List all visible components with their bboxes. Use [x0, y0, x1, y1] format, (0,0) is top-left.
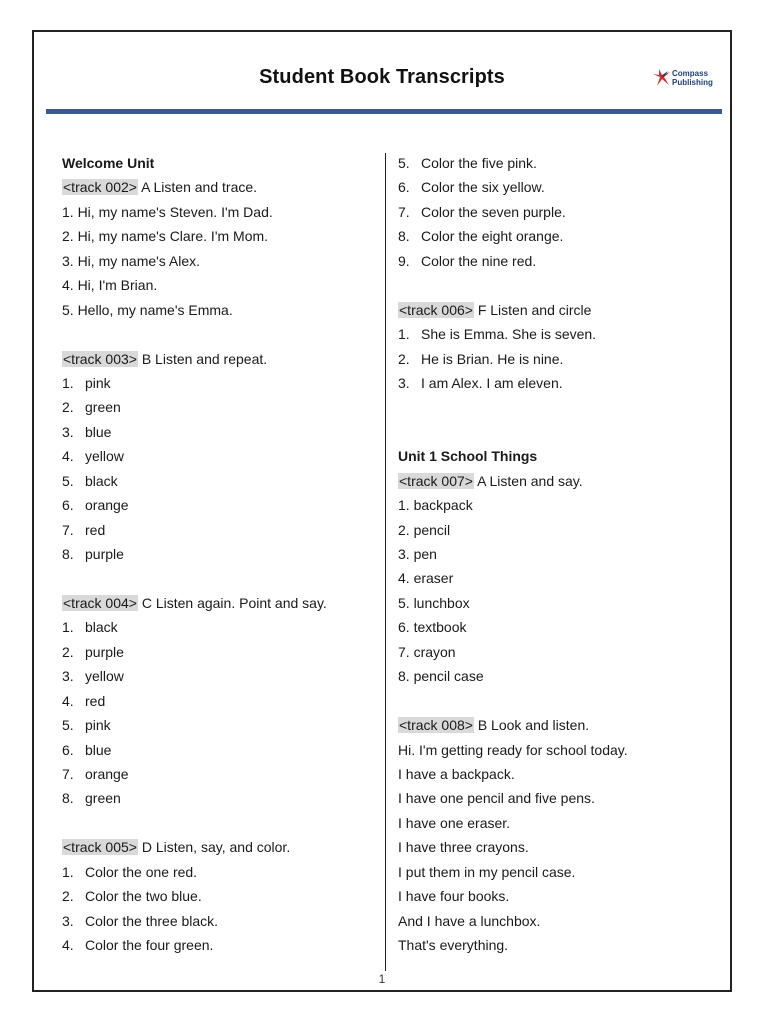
item-number: 3.	[398, 374, 410, 391]
track-instruction: B Look and listen.	[477, 717, 590, 734]
transcript-line: 4. eraser	[398, 570, 454, 587]
list-item	[62, 640, 372, 664]
list-item	[62, 933, 372, 957]
list-item	[398, 200, 708, 224]
list-item	[62, 884, 372, 908]
track-tag: <track 002>	[63, 179, 137, 196]
item-text: Color the nine red.	[421, 252, 537, 269]
item-number: 4.	[62, 937, 74, 953]
transcript-line: 5. Hello, my name's Emma.	[62, 301, 233, 318]
list-item	[62, 689, 372, 713]
track-line	[62, 175, 372, 199]
item-number: 2.	[62, 643, 74, 660]
transcript-line: 2. pencil	[398, 521, 451, 538]
transcript-line: 1. backpack	[398, 497, 473, 514]
list-item	[62, 860, 372, 884]
logo-line-2: Publishing	[672, 78, 713, 87]
transcript-line: Hi. I'm getting ready for school today.	[398, 741, 628, 758]
item-text: black	[85, 472, 118, 489]
item-text: orange	[85, 497, 129, 514]
left-column	[62, 151, 372, 957]
item-text: blue	[85, 423, 112, 440]
list-item	[398, 249, 708, 273]
item-text: red	[85, 521, 106, 538]
item-text: She is Emma. She is seven.	[421, 326, 597, 343]
page-number: 1	[378, 972, 386, 986]
item-number: 1.	[398, 326, 410, 343]
track-line	[62, 347, 372, 371]
track-line	[62, 835, 372, 859]
track-instruction: A Listen and trace.	[141, 179, 258, 196]
item-number: 1.	[62, 374, 74, 391]
track-instruction: D Listen, say, and color.	[141, 839, 291, 856]
transcript-line: 6. textbook	[398, 619, 467, 636]
item-number: 8.	[398, 228, 410, 245]
item-number: 2.	[62, 888, 74, 905]
list-item	[398, 224, 708, 248]
track-tag: <track 003>	[63, 350, 137, 367]
item-text: Color the two blue.	[85, 888, 202, 905]
list-item	[398, 371, 708, 395]
transcript-line: And I have a lunchbox.	[398, 912, 541, 929]
item-number: 5.	[398, 155, 410, 171]
transcript-line: I have one eraser.	[398, 814, 511, 831]
track-tag: <track 004>	[63, 594, 137, 611]
item-text: Color the one red.	[85, 863, 198, 880]
list-item	[62, 615, 372, 639]
list-item	[62, 762, 372, 786]
section-heading: Unit 1 School Things	[398, 448, 538, 465]
list-item	[398, 347, 708, 371]
item-number: 6.	[62, 741, 74, 758]
track-line	[398, 298, 708, 322]
track-tag: <track 006>	[399, 301, 473, 318]
track-line	[62, 591, 372, 615]
item-text: green	[85, 790, 121, 807]
item-text: Color the three black.	[85, 912, 219, 929]
list-item	[62, 469, 372, 493]
list-item	[62, 542, 372, 566]
list-item	[62, 395, 372, 419]
column-divider	[385, 153, 386, 971]
transcript-line: 5. lunchbox	[398, 594, 470, 611]
item-text: pink	[85, 717, 111, 734]
item-text: pink	[85, 374, 111, 391]
transcript-line: I put them in my pencil case.	[398, 863, 576, 880]
transcript-line: I have three crayons.	[398, 839, 529, 856]
item-text: red	[85, 692, 106, 709]
compass-star-icon	[651, 68, 671, 88]
section-heading: Welcome Unit	[62, 155, 155, 171]
item-text: yellow	[85, 668, 124, 685]
item-text: yellow	[85, 448, 124, 465]
item-number: 2.	[398, 350, 410, 367]
transcript-line: I have one pencil and five pens.	[398, 790, 595, 807]
list-item	[62, 664, 372, 688]
item-text: Color the five pink.	[421, 155, 537, 171]
item-number: 4.	[62, 692, 74, 709]
item-text: Color the four green.	[85, 937, 214, 953]
item-number: 3.	[62, 912, 74, 929]
item-number: 2.	[62, 399, 74, 416]
right-column	[398, 151, 708, 957]
item-number: 3.	[62, 423, 74, 440]
list-item	[398, 322, 708, 346]
transcript-line: That's everything.	[398, 937, 509, 953]
transcript-line: 8. pencil case	[398, 668, 484, 685]
list-item	[62, 738, 372, 762]
item-number: 9.	[398, 252, 410, 269]
item-text: purple	[85, 546, 124, 562]
item-text: Color the six yellow.	[421, 179, 545, 196]
item-text: orange	[85, 765, 129, 782]
publisher-logo	[651, 68, 713, 88]
transcript-line: 3. pen	[398, 546, 437, 562]
item-text: green	[85, 399, 121, 416]
list-item	[398, 175, 708, 199]
list-item	[62, 518, 372, 542]
track-line	[398, 713, 708, 737]
item-number: 6.	[62, 497, 74, 514]
track-instruction: A Listen and say.	[477, 472, 583, 489]
item-number: 6.	[398, 179, 410, 196]
item-number: 7.	[62, 765, 74, 782]
transcript-page	[32, 30, 732, 992]
track-line	[398, 469, 708, 493]
track-instruction: F Listen and circle	[477, 301, 592, 318]
item-number: 3.	[62, 668, 74, 685]
transcript-line: I have four books.	[398, 888, 510, 905]
list-item	[62, 371, 372, 395]
item-number: 8.	[62, 790, 74, 807]
item-text: Color the seven purple.	[421, 203, 566, 220]
transcript-line: 4. Hi, I'm Brian.	[62, 277, 158, 294]
list-item	[62, 713, 372, 737]
item-number: 7.	[398, 203, 410, 220]
item-number: 7.	[62, 521, 74, 538]
track-instruction: C Listen again. Point and say.	[141, 594, 327, 611]
header-rule	[46, 109, 722, 114]
item-number: 1.	[62, 619, 74, 636]
track-tag: <track 007>	[399, 472, 473, 489]
transcript-line: I have a backpack.	[398, 765, 515, 782]
transcript-line: 1. Hi, my name's Steven. I'm Dad.	[62, 203, 273, 220]
item-number: 8.	[62, 546, 74, 562]
track-tag: <track 005>	[63, 839, 137, 856]
item-text: purple	[85, 643, 124, 660]
list-item	[62, 493, 372, 517]
item-number: 4.	[62, 448, 74, 465]
logo-line-1: Compass	[672, 69, 709, 78]
item-text: I am Alex. I am eleven.	[421, 374, 563, 391]
transcript-line: 2. Hi, my name's Clare. I'm Mom.	[62, 228, 269, 245]
item-text: He is Brian. He is nine.	[421, 350, 564, 367]
page-title: Student Book Transcripts	[259, 66, 505, 88]
item-number: 1.	[62, 863, 74, 880]
track-instruction: B Listen and repeat.	[141, 350, 268, 367]
item-number: 5.	[62, 717, 74, 734]
transcript-line: 3. Hi, my name's Alex.	[62, 252, 201, 269]
logo-wordmark	[672, 69, 713, 87]
list-item	[398, 151, 708, 175]
transcript-line: 7. crayon	[398, 643, 456, 660]
list-item	[62, 444, 372, 468]
list-item	[62, 420, 372, 444]
list-item	[62, 909, 372, 933]
item-text: Color the eight orange.	[421, 228, 564, 245]
item-text: black	[85, 619, 118, 636]
list-item	[62, 786, 372, 810]
track-tag: <track 008>	[399, 717, 473, 734]
item-number: 5.	[62, 472, 74, 489]
item-text: blue	[85, 741, 112, 758]
